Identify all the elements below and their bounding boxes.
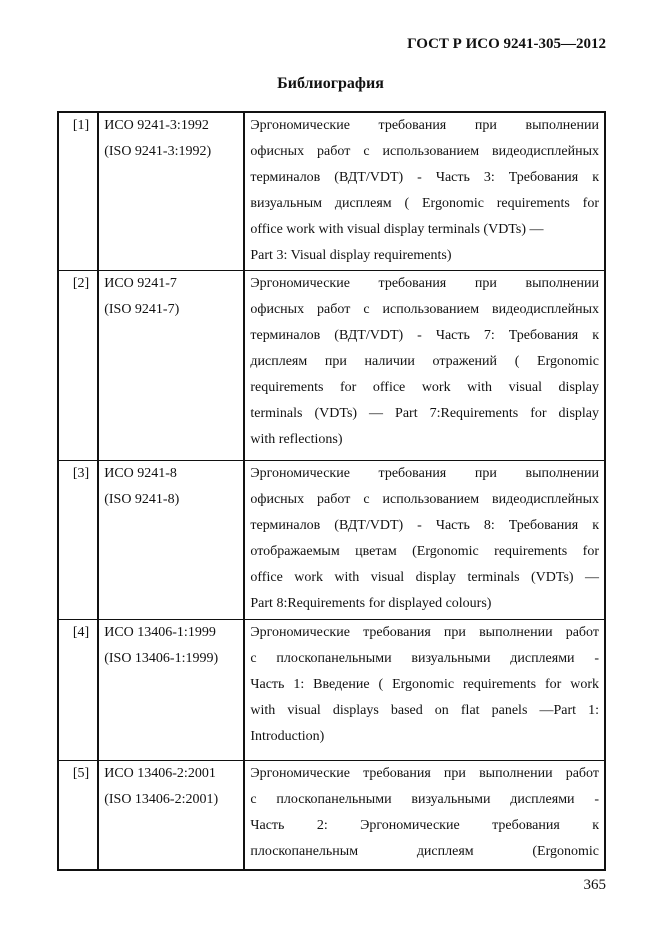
entry-number: [3] (58, 461, 98, 620)
description-line: Part 8:Requirements for displayed colours) (250, 596, 492, 611)
standard-code (98, 271, 244, 461)
code-ru: ИСО 9241-8 (104, 466, 177, 481)
description-line: office work with visual display terminals (VDTs) — (250, 222, 544, 237)
description-line: Introduction) (250, 729, 325, 744)
description-line: with visual displays based on flat panels —Part 1: (250, 703, 599, 718)
description-line: Часть 2: Эргономические требования к (250, 818, 599, 833)
code-ru: ИСО 13406-1:1999 (104, 625, 216, 640)
code-ru: ИСО 13406-2:2001 (104, 766, 216, 781)
description-line: дисплеям при наличии отражений ( Ergonomic (250, 354, 599, 369)
description-line: терминалов (ВДТ/VDT) - Часть 8: Требования к (250, 518, 599, 533)
code-en: (ISO 9241-8) (104, 492, 180, 507)
code-en: (ISO 13406-2:2001) (104, 792, 219, 807)
description-line: плоскопанельным дисплеям (Ergonomic (250, 844, 599, 859)
entry-number: [4] (58, 620, 98, 761)
description-line: requirements for office work with visual display (250, 380, 599, 395)
description-line: Эргономические требования при выполнении (250, 118, 599, 133)
code-en: (ISO 9241-3:1992) (104, 144, 212, 159)
description-line: Эргономические требования при выполнении (250, 276, 599, 291)
description-line: Эргономические требования при выполнении (250, 466, 599, 481)
description-line: офисных работ с использованием видеодисплейных (250, 144, 599, 159)
description-line: терминалов (ВДТ/VDT) - Часть 7: Требования к (250, 328, 599, 343)
table-row (58, 461, 605, 620)
entry-description (244, 461, 605, 620)
table-row (58, 620, 605, 761)
code-en: (ISO 9241-7) (104, 302, 180, 317)
entry-number: [1] (58, 112, 98, 271)
entry-description (244, 271, 605, 461)
entry-number: [2] (58, 271, 98, 461)
standard-code (98, 761, 244, 871)
entry-number: [5] (58, 761, 98, 871)
document-header: ГОСТ Р ИСО 9241-305—2012 (407, 36, 606, 52)
code-ru: ИСО 9241-7 (104, 276, 177, 291)
description-line: терминалов (ВДТ/VDT) - Часть 3: Требования к (250, 170, 599, 185)
entry-description (244, 761, 605, 871)
standard-code (98, 461, 244, 620)
description-line: office work with visual display terminals (VDTs) — (250, 570, 599, 585)
description-line: с плоскопанельными визуальными дисплеями - (250, 792, 599, 807)
page-number: 365 (583, 877, 606, 893)
standard-code (98, 620, 244, 761)
description-line: with reflections) (250, 432, 343, 447)
description-line: terminals (VDTs) — Part 7:Requirements for display (250, 406, 599, 421)
description-line: с плоскопанельными визуальными дисплеями - (250, 651, 599, 666)
description-line: Part 3: Visual display requirements) (250, 248, 452, 263)
page-title: Библиография (277, 75, 384, 92)
entry-description (244, 112, 605, 271)
standard-code (98, 112, 244, 271)
code-en: (ISO 13406-1:1999) (104, 651, 219, 666)
description-line: Эргономические требования при выполнении работ (250, 625, 599, 640)
bibliography-table (57, 111, 606, 871)
description-line: офисных работ с использованием видеодисплейных (250, 492, 599, 507)
description-line: Часть 1: Введение ( Ergonomic requirements for work (250, 677, 599, 692)
description-line: отображаемым цветам (Ergonomic requirements for (250, 544, 599, 559)
description-line: офисных работ с использованием видеодисплейных (250, 302, 599, 317)
entry-description (244, 620, 605, 761)
table-row (58, 112, 605, 271)
table-row (58, 761, 605, 871)
description-line: Эргономические требования при выполнении работ (250, 766, 599, 781)
table-row (58, 271, 605, 461)
description-line: визуальным дисплеям ( Ergonomic requirements for (250, 196, 599, 211)
code-ru: ИСО 9241-3:1992 (104, 118, 209, 133)
